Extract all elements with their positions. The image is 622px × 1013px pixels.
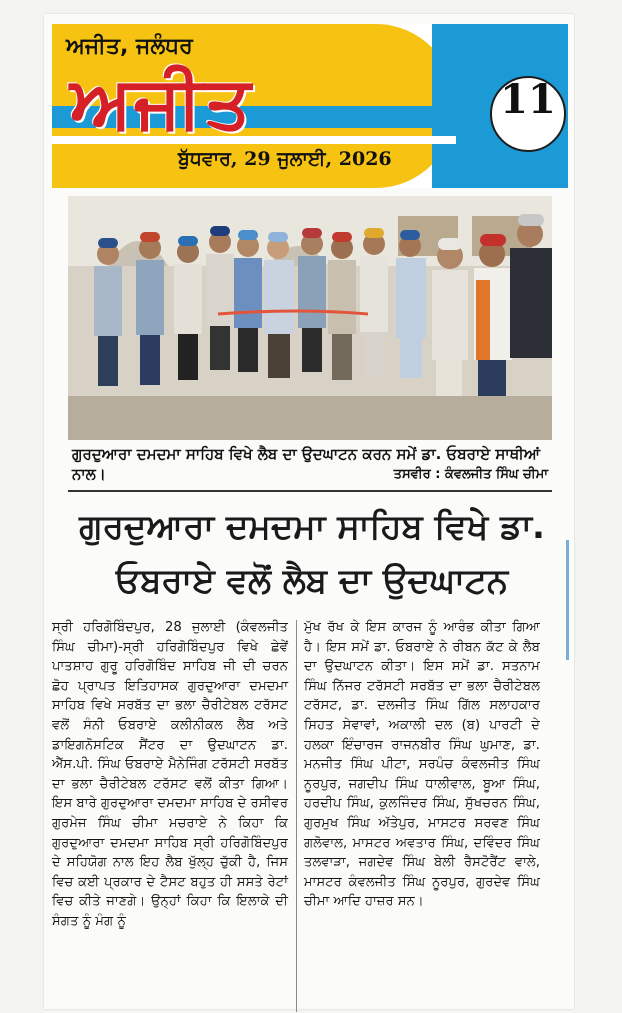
news-photo (68, 196, 552, 440)
article-headline (64, 500, 560, 608)
caption-divider (68, 490, 552, 492)
adjacent-page-edge (566, 540, 569, 660)
masthead-date: ਬੁੱਧਵਾਰ, 29 ਜੁਲਾਈ, 2026 (178, 148, 392, 170)
column-divider (296, 620, 297, 1012)
article-text-right: ਮੁੱਖ ਰੱਖ ਕੇ ਇਸ ਕਾਰਜ ਨੂੰ ਆਰੰਭ ਕੀਤਾ ਗਿਆ ਹੈ। ਇਸ ਸਮੇਂ ਡਾ. ਓਬਰਾਏ ਨੇ ਰੀਬਨ ਕੱਟ ਕੇ ਲੈਬ ਦਾ ਉਦਘਾਟਨ ਕੀਤਾ। ਇਸ ਸਮੇਂ ਡਾ. ਸਤਨਾਮ ਸਿੰਘ ਨਿੱਜਰ ਟਰੱਸਟੀ ਸਰਬੱਤ ਦਾ ਭਲਾ ਚੈਰੀਟੇਬਲ ਟਰੱਸਟ, ਡਾ. ਦਲਜੀਤ ਸਿੰਘ ਗਿੱਲ ਸਲਾਹਕਾਰ ਸਿਹਤ ਸੇਵਾਵਾਂ, ਅਕਾਲੀ ਦਲ (ਬ) ਪਾਰਟੀ ਦੇ ਹਲਕਾ ਇੰਚਾਰਜ ਰਾਜਨਬੀਰ ਸਿੰਘ ਘੁਮਾਣ, ਡਾ. ਮਨਜੀਤ ਸਿੰਘ ਪੀਟਾ, ਸਰਪੰਚ ਕੰਵਲਜੀਤ ਸਿੰਘ ਨੂਰਪੁਰ, ਜਗਦੀਪ ਸਿੰਘ ਧਾਲੀਵਾਲ, ਬੂਆ ਸਿੰਘ, ਹਰਦੀਪ ਸਿੰਘ, ਕੁਲਜਿੰਦਰ ਸਿੰਘ, ਸੁੱਖਚਰਨ ਸਿੰਘ, ਗੁਰਮੁਖ ਸਿੰਘ ਅੱਤੇਪੁਰ, ਮਾਸਟਰ ਸਰਵਣ ਸਿੰਘ ਗਲੋਵਾਲ, ਮਾਸਟਰ ਅਵਤਾਰ ਸਿੰਘ, ਦਵਿੰਦਰ ਸਿੰਘ ਤਲਵਾੜਾ, ਜਗਦੇਵ ਸਿੰਘ ਬੇਲੀ ਰੈਸਟੋਰੈਂਟ ਵਾਲੇ, ਮਾਸਟਰ ਕੰਵਲਜੀਤ ਸਿੰਘ ਨੂਰਪੁਰ, ਗੁਰਦੇਵ ਸਿੰਘ ਚੀਮਾ ਆਦਿ ਹਾਜ਼ਰ ਸਨ। (304, 620, 540, 910)
newspaper-title-logo: ਅਜੀਤ (70, 60, 253, 144)
photo-credit: ਤਸਵੀਰ : ਕੰਵਲਜੀਤ ਸਿੰਘ ਚੀਮਾ (393, 467, 548, 482)
masthead (52, 24, 568, 188)
article-text-left: ਸ੍ਰੀ ਹਰਿਗੋਬਿੰਦਪੁਰ, 28 ਜੁਲਾਈ (ਕੰਵਲਜੀਤ ਸਿੰਘ ਚੀਮਾ)-ਸ੍ਰੀ ਹਰਿਗੋਬਿੰਦਪੁਰ ਵਿਖੇ ਛੇਵੇਂ ਪਾਤਸ਼ਾਹ ਗੁਰੂ ਹਰਿਗੋਬਿੰਦ ਸਾਹਿਬ ਜੀ ਦੀ ਚਰਨ ਛੋਹ ਪ੍ਰਾਪਤ ਇਤਿਹਾਸਕ ਗੁਰਦੁਆਰਾ ਦਮਦਮਾ ਸਾਹਿਬ ਵਿਖੇ ਸਰਬੱਤ ਦਾ ਭਲਾ ਚੈਰੀਟੇਬਲ ਟਰੱਸਟ ਵਲੋਂ ਸੰਨੀ ਓਬਰਾਏ ਕਲੀਨੀਕਲ ਲੈਬ ਅਤੇ ਡਾਇਗਨੋਸਟਿਕ ਸੈਂਟਰ ਦਾ ਉਦਘਾਟਨ ਡਾ. ਐੱਸ.ਪੀ. ਸਿੰਘ ਓਬਰਾਏ ਮੈਨੇਜਿੰਗ ਟਰੱਸਟੀ ਸਰਬੱਤ ਦਾ ਭਲਾ ਚੈਰੀਟੇਬਲ ਟਰੱਸਟ ਵਲੋਂ ਕੀਤਾ ਗਿਆ। ਇਸ ਬਾਰੇ ਗੁਰਦੁਆਰਾ ਦਮਦਮਾ ਸਾਹਿਬ ਦੇ ਰਸੀਵਰ ਗੁਰਮੇਜ ਸਿੰਘ ਚੀਮਾ ਮਚਰਾਏ ਨੇ ਕਿਹਾ ਕਿ ਗੁਰਦੁਆਰਾ ਦਮਦਮਾ ਸਾਹਿਬ ਸ੍ਰੀ ਹਰਿਗੋਬਿੰਦਪੁਰ ਦੇ ਸਹਿਯੋਗ ਨਾਲ ਇਹ ਲੈਬ ਖੁੱਲ੍ਹ ਚੁੱਕੀ ਹੈ, ਜਿਸ ਵਿਚ ਕਈ ਪ੍ਰਕਾਰ ਦੇ ਟੈਸਟ ਬਹੁਤ ਹੀ ਸਸਤੇ ਰੇਟਾਂ ਵਿਚ ਕੀਤੇ ਜਾਣਗੇ। ਉਨ੍ਹਾਂ ਕਿਹਾ ਕਿ ਇਲਾਕੇ ਦੀ ਸੰਗਤ ਨੂੰ ਮੰਗ ਨੂੰ (52, 620, 288, 929)
headline-line-1: ਗੁਰਦੁਆਰਾ ਦਮਦਮਾ ਸਾਹਿਬ ਵਿਖੇ ਡਾ. (79, 507, 545, 547)
headline-line-2: ਓਬਰਾਏ ਵਲੋਂ ਲੈਬ ਦਾ ਉਦਘਾਟਨ (115, 561, 509, 601)
page-number: 11 (500, 76, 556, 123)
article-column-left (52, 618, 288, 932)
group-photo-image (68, 196, 552, 440)
photo-caption: ਗੁਰਦੁਆਰਾ ਦਮਦਮਾ ਸਾਹਿਬ ਵਿਖੇ ਲੈਬ ਦਾ ਉਦਘਾਟਨ ਕਰਨ ਸਮੇਂ ਡਾ. ਓਬਰਾਏ ਸਾਥੀਆਂ ਨਾਲ। (72, 445, 541, 483)
article-column-right (304, 618, 540, 912)
masthead-city: ਅਜੀਤ, ਜਲੰਧਰ (66, 34, 193, 59)
newspaper-page (44, 14, 574, 1009)
